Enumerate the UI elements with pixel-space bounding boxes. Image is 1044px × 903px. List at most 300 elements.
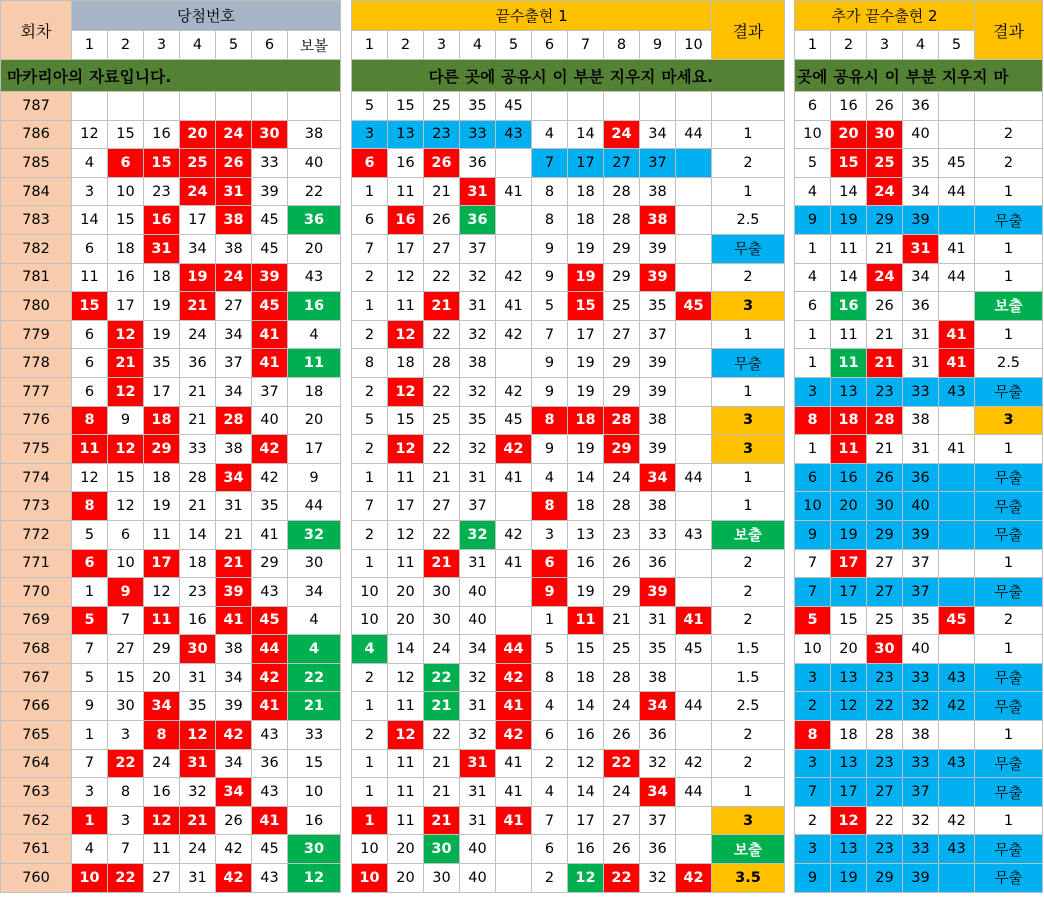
round-cell[interactable]: 773 — [1, 492, 72, 521]
winning-number-cell[interactable]: 37 — [252, 377, 288, 406]
winning-number-cell[interactable]: 34 — [144, 692, 180, 721]
result-cell[interactable]: 2.5 — [712, 206, 785, 235]
ending-1-cell[interactable]: 38 — [640, 663, 676, 692]
round-cell[interactable]: 764 — [1, 749, 72, 778]
result-cell[interactable]: 2 — [712, 263, 785, 292]
bonus-ball-cell[interactable]: 32 — [288, 520, 341, 549]
ending-2-cell[interactable]: 19 — [831, 206, 867, 235]
result-2-cell[interactable]: 3 — [975, 406, 1043, 435]
ending-2-cell[interactable]: 37 — [903, 549, 939, 578]
ending-1-cell[interactable]: 11 — [388, 806, 424, 835]
ending-1-cell[interactable]: 28 — [424, 349, 460, 378]
ending-1-cell[interactable] — [496, 149, 532, 178]
result-cell[interactable]: 1.5 — [712, 663, 785, 692]
ending-1-cell[interactable]: 12 — [388, 520, 424, 549]
ending-1-cell[interactable]: 37 — [460, 234, 496, 263]
winning-number-cell[interactable]: 19 — [144, 492, 180, 521]
ending-1-cell[interactable]: 21 — [424, 806, 460, 835]
result-2-cell[interactable]: 1 — [975, 263, 1043, 292]
ending-1-cell[interactable]: 6 — [532, 835, 568, 864]
ending-1-cell[interactable]: 25 — [424, 406, 460, 435]
bonus-ball-cell[interactable]: 17 — [288, 435, 341, 464]
ending-1-cell[interactable]: 19 — [568, 263, 604, 292]
ending-1-cell[interactable]: 35 — [460, 92, 496, 121]
ending-1-cell[interactable]: 21 — [424, 177, 460, 206]
winning-number-cell[interactable]: 27 — [108, 635, 144, 664]
ending-1-cell[interactable]: 30 — [424, 835, 460, 864]
ending-2-cell[interactable]: 20 — [831, 635, 867, 664]
result-cell[interactable]: 2 — [712, 721, 785, 750]
ending-1-cell[interactable]: 2 — [352, 320, 388, 349]
ending-1-cell[interactable]: 44 — [676, 463, 712, 492]
ending-1-cell[interactable]: 38 — [640, 177, 676, 206]
ending-1-cell[interactable]: 8 — [352, 349, 388, 378]
ending-1-cell[interactable]: 27 — [424, 234, 460, 263]
ending-1-cell[interactable] — [676, 549, 712, 578]
ending-1-cell[interactable]: 24 — [604, 120, 640, 149]
ending-1-cell[interactable]: 23 — [424, 120, 460, 149]
ending-1-cell[interactable]: 41 — [496, 292, 532, 321]
winning-number-cell[interactable]: 45 — [252, 606, 288, 635]
ending-1-cell[interactable]: 27 — [604, 806, 640, 835]
ending-1-cell[interactable]: 25 — [604, 635, 640, 664]
bonus-ball-cell[interactable]: 20 — [288, 406, 341, 435]
winning-number-cell[interactable] — [144, 92, 180, 121]
bonus-ball-cell[interactable]: 38 — [288, 120, 341, 149]
result-cell[interactable]: 1 — [712, 320, 785, 349]
ending-2-cell[interactable] — [939, 292, 975, 321]
ending-1-cell[interactable] — [676, 263, 712, 292]
winning-number-cell[interactable]: 8 — [72, 406, 108, 435]
winning-number-cell[interactable]: 14 — [180, 520, 216, 549]
ending-1-cell[interactable]: 31 — [460, 749, 496, 778]
winning-number-cell[interactable]: 21 — [180, 406, 216, 435]
ending-2-cell[interactable] — [939, 92, 975, 121]
winning-number-cell[interactable]: 16 — [180, 606, 216, 635]
winning-number-cell[interactable]: 9 — [72, 692, 108, 721]
round-cell[interactable]: 762 — [1, 806, 72, 835]
ending-1-cell[interactable]: 16 — [388, 149, 424, 178]
ending-1-cell[interactable] — [676, 177, 712, 206]
ending-1-cell[interactable]: 13 — [388, 120, 424, 149]
result-cell[interactable]: 1 — [712, 492, 785, 521]
winning-number-cell[interactable]: 4 — [72, 835, 108, 864]
winning-number-cell[interactable]: 42 — [252, 663, 288, 692]
round-cell[interactable]: 774 — [1, 463, 72, 492]
winning-number-cell[interactable]: 36 — [180, 349, 216, 378]
ending-1-cell[interactable]: 42 — [496, 721, 532, 750]
winning-number-cell[interactable]: 3 — [72, 177, 108, 206]
ending-2-cell[interactable] — [939, 463, 975, 492]
ending-1-cell[interactable]: 18 — [568, 406, 604, 435]
winning-number-cell[interactable]: 7 — [72, 749, 108, 778]
ending-1-cell[interactable]: 32 — [640, 864, 676, 893]
ending-2-cell[interactable]: 3 — [795, 377, 831, 406]
ending-1-cell[interactable]: 38 — [460, 349, 496, 378]
winning-number-cell[interactable]: 1 — [72, 578, 108, 607]
ending-1-cell[interactable]: 32 — [460, 263, 496, 292]
ending-1-cell[interactable]: 14 — [568, 778, 604, 807]
ending-1-cell[interactable]: 12 — [388, 663, 424, 692]
ending-1-cell[interactable]: 32 — [460, 377, 496, 406]
winning-number-cell[interactable]: 41 — [252, 692, 288, 721]
bonus-ball-cell[interactable]: 11 — [288, 349, 341, 378]
winning-number-cell[interactable]: 11 — [144, 606, 180, 635]
ending-1-cell[interactable]: 33 — [460, 120, 496, 149]
winning-number-cell[interactable]: 17 — [180, 206, 216, 235]
round-cell[interactable]: 783 — [1, 206, 72, 235]
ending-2-cell[interactable]: 39 — [903, 520, 939, 549]
winning-number-cell[interactable]: 8 — [144, 721, 180, 750]
ending-1-cell[interactable]: 26 — [424, 149, 460, 178]
ending-1-cell[interactable]: 1 — [352, 806, 388, 835]
result-cell[interactable]: 무출 — [712, 234, 785, 263]
winning-number-cell[interactable]: 16 — [108, 263, 144, 292]
ending-2-cell[interactable]: 36 — [903, 92, 939, 121]
ending-1-cell[interactable]: 34 — [640, 463, 676, 492]
ending-1-cell[interactable] — [676, 663, 712, 692]
winning-number-cell[interactable]: 5 — [72, 606, 108, 635]
winning-number-cell[interactable]: 42 — [216, 721, 252, 750]
bonus-ball-cell[interactable]: 22 — [288, 177, 341, 206]
winning-number-cell[interactable]: 22 — [108, 864, 144, 893]
ending-1-cell[interactable]: 9 — [532, 435, 568, 464]
ending-1-cell[interactable]: 43 — [496, 120, 532, 149]
ending-2-cell[interactable] — [939, 778, 975, 807]
ending-2-cell[interactable]: 17 — [831, 778, 867, 807]
winning-number-cell[interactable]: 22 — [108, 749, 144, 778]
ending-2-cell[interactable]: 33 — [903, 835, 939, 864]
ending-1-cell[interactable]: 1 — [352, 463, 388, 492]
winning-number-cell[interactable]: 18 — [180, 549, 216, 578]
winning-number-cell[interactable]: 12 — [180, 721, 216, 750]
ending-1-cell[interactable]: 39 — [640, 578, 676, 607]
ending-2-cell[interactable]: 8 — [795, 406, 831, 435]
ending-1-cell[interactable]: 41 — [496, 463, 532, 492]
ending-1-cell[interactable]: 29 — [604, 377, 640, 406]
ending-2-cell[interactable]: 33 — [903, 377, 939, 406]
ending-2-cell[interactable]: 9 — [795, 520, 831, 549]
winning-number-cell[interactable]: 35 — [144, 349, 180, 378]
ending-1-cell[interactable]: 31 — [460, 463, 496, 492]
winning-number-cell[interactable]: 16 — [144, 778, 180, 807]
ending-2-cell[interactable]: 13 — [831, 377, 867, 406]
result-2-cell[interactable] — [975, 92, 1043, 121]
ending-1-cell[interactable]: 45 — [496, 92, 532, 121]
ending-1-cell[interactable]: 2 — [352, 520, 388, 549]
round-cell[interactable]: 766 — [1, 692, 72, 721]
ending-1-cell[interactable]: 15 — [568, 635, 604, 664]
result-2-cell[interactable]: 1 — [975, 635, 1043, 664]
ending-1-cell[interactable]: 20 — [388, 606, 424, 635]
winning-number-cell[interactable]: 31 — [180, 749, 216, 778]
ending-1-cell[interactable]: 24 — [604, 463, 640, 492]
winning-number-cell[interactable]: 6 — [72, 377, 108, 406]
ending-1-cell[interactable]: 10 — [352, 578, 388, 607]
ending-1-cell[interactable]: 37 — [640, 149, 676, 178]
winning-number-cell[interactable]: 6 — [72, 234, 108, 263]
ending-1-cell[interactable]: 39 — [640, 349, 676, 378]
ending-1-cell[interactable]: 22 — [424, 377, 460, 406]
ending-1-cell[interactable]: 17 — [388, 234, 424, 263]
ending-1-cell[interactable]: 26 — [604, 721, 640, 750]
ending-1-cell[interactable]: 34 — [460, 635, 496, 664]
ending-2-cell[interactable]: 20 — [831, 492, 867, 521]
result-2-cell[interactable]: 1 — [975, 549, 1043, 578]
ending-2-cell[interactable]: 24 — [867, 177, 903, 206]
ending-2-cell[interactable]: 22 — [867, 692, 903, 721]
winning-number-cell[interactable]: 24 — [216, 263, 252, 292]
ending-2-cell[interactable]: 15 — [831, 606, 867, 635]
ending-1-cell[interactable]: 5 — [352, 92, 388, 121]
round-cell[interactable]: 779 — [1, 320, 72, 349]
ending-2-cell[interactable]: 26 — [867, 463, 903, 492]
ending-1-cell[interactable]: 38 — [640, 492, 676, 521]
winning-number-cell[interactable]: 38 — [216, 435, 252, 464]
ending-1-cell[interactable]: 12 — [388, 263, 424, 292]
ending-1-cell[interactable]: 11 — [568, 606, 604, 635]
ending-1-cell[interactable]: 21 — [424, 463, 460, 492]
ending-2-cell[interactable]: 21 — [867, 320, 903, 349]
ending-1-cell[interactable]: 36 — [460, 206, 496, 235]
ending-2-cell[interactable]: 38 — [903, 721, 939, 750]
ending-1-cell[interactable]: 28 — [604, 406, 640, 435]
round-cell[interactable]: 763 — [1, 778, 72, 807]
ending-1-cell[interactable] — [604, 92, 640, 121]
ending-2-cell[interactable]: 29 — [867, 206, 903, 235]
ending-1-cell[interactable]: 24 — [604, 778, 640, 807]
ending-1-cell[interactable]: 31 — [460, 292, 496, 321]
ending-2-cell[interactable]: 43 — [939, 663, 975, 692]
winning-number-cell[interactable]: 11 — [72, 263, 108, 292]
ending-2-cell[interactable]: 36 — [903, 463, 939, 492]
ending-2-cell[interactable]: 2 — [795, 806, 831, 835]
ending-2-cell[interactable]: 42 — [939, 692, 975, 721]
ending-1-cell[interactable]: 18 — [568, 177, 604, 206]
winning-number-cell[interactable]: 10 — [108, 549, 144, 578]
result-cell[interactable]: 1 — [712, 778, 785, 807]
ending-2-cell[interactable]: 16 — [831, 92, 867, 121]
winning-number-cell[interactable]: 35 — [252, 492, 288, 521]
ending-2-cell[interactable]: 8 — [795, 721, 831, 750]
result-cell[interactable]: 3 — [712, 292, 785, 321]
ending-1-cell[interactable]: 11 — [388, 463, 424, 492]
result-cell[interactable]: 3.5 — [712, 864, 785, 893]
ending-1-cell[interactable]: 1 — [352, 292, 388, 321]
ending-1-cell[interactable]: 37 — [640, 320, 676, 349]
result-cell[interactable]: 2 — [712, 749, 785, 778]
result-2-cell[interactable]: 2.5 — [975, 349, 1043, 378]
result-2-cell[interactable]: 무출 — [975, 778, 1043, 807]
ending-1-cell[interactable] — [496, 234, 532, 263]
ending-1-cell[interactable]: 20 — [388, 835, 424, 864]
ending-1-cell[interactable]: 27 — [424, 492, 460, 521]
ending-1-cell[interactable]: 9 — [532, 263, 568, 292]
ending-2-cell[interactable]: 33 — [903, 663, 939, 692]
winning-number-cell[interactable]: 18 — [144, 263, 180, 292]
winning-number-cell[interactable]: 16 — [144, 120, 180, 149]
result-cell[interactable]: 1.5 — [712, 635, 785, 664]
winning-number-cell[interactable]: 29 — [252, 549, 288, 578]
ending-1-cell[interactable]: 19 — [568, 377, 604, 406]
ending-1-cell[interactable]: 18 — [388, 349, 424, 378]
winning-number-cell[interactable]: 23 — [144, 177, 180, 206]
ending-1-cell[interactable]: 14 — [568, 463, 604, 492]
ending-1-cell[interactable]: 17 — [568, 320, 604, 349]
ending-2-cell[interactable]: 6 — [795, 92, 831, 121]
ending-1-cell[interactable]: 4 — [532, 463, 568, 492]
round-cell[interactable]: 784 — [1, 177, 72, 206]
ending-1-cell[interactable]: 16 — [568, 721, 604, 750]
winning-number-cell[interactable]: 5 — [72, 663, 108, 692]
winning-number-cell[interactable]: 12 — [108, 320, 144, 349]
winning-number-cell[interactable]: 1 — [72, 721, 108, 750]
ending-2-cell[interactable]: 23 — [867, 377, 903, 406]
winning-number-cell[interactable]: 21 — [216, 520, 252, 549]
ending-2-cell[interactable]: 26 — [867, 92, 903, 121]
ending-2-cell[interactable]: 43 — [939, 835, 975, 864]
winning-number-cell[interactable]: 21 — [180, 292, 216, 321]
ending-2-cell[interactable]: 15 — [831, 149, 867, 178]
ending-1-cell[interactable]: 36 — [640, 721, 676, 750]
ending-2-cell[interactable]: 43 — [939, 749, 975, 778]
result-2-cell[interactable]: 무출 — [975, 463, 1043, 492]
ending-2-cell[interactable]: 41 — [939, 320, 975, 349]
ending-2-cell[interactable]: 31 — [903, 349, 939, 378]
ending-1-cell[interactable]: 38 — [640, 406, 676, 435]
ending-1-cell[interactable]: 44 — [676, 778, 712, 807]
ending-2-cell[interactable]: 21 — [867, 234, 903, 263]
bonus-ball-cell[interactable]: 22 — [288, 663, 341, 692]
winning-number-cell[interactable]: 7 — [108, 835, 144, 864]
ending-2-cell[interactable] — [939, 635, 975, 664]
result-2-cell[interactable]: 무출 — [975, 206, 1043, 235]
ending-1-cell[interactable] — [496, 349, 532, 378]
result-cell[interactable]: 1 — [712, 120, 785, 149]
winning-number-cell[interactable]: 45 — [252, 292, 288, 321]
ending-1-cell[interactable]: 1 — [352, 177, 388, 206]
winning-number-cell[interactable]: 27 — [144, 864, 180, 893]
winning-number-cell[interactable] — [108, 92, 144, 121]
ending-2-cell[interactable]: 35 — [903, 606, 939, 635]
ending-1-cell[interactable]: 26 — [604, 549, 640, 578]
winning-number-cell[interactable]: 30 — [108, 692, 144, 721]
ending-1-cell[interactable]: 41 — [496, 806, 532, 835]
round-cell[interactable]: 760 — [1, 864, 72, 893]
winning-number-cell[interactable]: 6 — [72, 549, 108, 578]
ending-2-cell[interactable]: 10 — [795, 635, 831, 664]
ending-2-cell[interactable]: 31 — [903, 234, 939, 263]
ending-2-cell[interactable]: 29 — [867, 864, 903, 893]
ending-1-cell[interactable]: 2 — [352, 663, 388, 692]
winning-number-cell[interactable] — [216, 92, 252, 121]
ending-2-cell[interactable] — [939, 578, 975, 607]
winning-number-cell[interactable]: 15 — [144, 149, 180, 178]
bonus-ball-cell[interactable]: 34 — [288, 578, 341, 607]
ending-1-cell[interactable]: 28 — [604, 492, 640, 521]
winning-number-cell[interactable]: 41 — [252, 349, 288, 378]
ending-1-cell[interactable]: 3 — [532, 520, 568, 549]
ending-1-cell[interactable]: 4 — [532, 778, 568, 807]
ending-1-cell[interactable]: 35 — [640, 292, 676, 321]
winning-number-cell[interactable]: 7 — [72, 635, 108, 664]
ending-2-cell[interactable]: 16 — [831, 292, 867, 321]
winning-number-cell[interactable]: 31 — [180, 864, 216, 893]
ending-1-cell[interactable]: 28 — [604, 206, 640, 235]
bonus-ball-cell[interactable]: 36 — [288, 206, 341, 235]
result-cell[interactable]: 1 — [712, 463, 785, 492]
result-2-cell[interactable]: 2 — [975, 149, 1043, 178]
ending-1-cell[interactable]: 12 — [388, 435, 424, 464]
ending-1-cell[interactable]: 7 — [532, 149, 568, 178]
bonus-ball-cell[interactable]: 21 — [288, 692, 341, 721]
bonus-ball-cell[interactable]: 15 — [288, 749, 341, 778]
winning-number-cell[interactable]: 41 — [216, 606, 252, 635]
ending-1-cell[interactable]: 18 — [568, 492, 604, 521]
ending-1-cell[interactable]: 3 — [352, 120, 388, 149]
ending-1-cell[interactable]: 42 — [676, 749, 712, 778]
winning-number-cell[interactable]: 20 — [180, 120, 216, 149]
ending-1-cell[interactable]: 31 — [640, 606, 676, 635]
ending-1-cell[interactable]: 37 — [640, 806, 676, 835]
winning-number-cell[interactable]: 32 — [180, 778, 216, 807]
winning-number-cell[interactable]: 7 — [108, 606, 144, 635]
ending-1-cell[interactable]: 44 — [496, 635, 532, 664]
winning-number-cell[interactable]: 17 — [144, 549, 180, 578]
winning-number-cell[interactable]: 17 — [144, 377, 180, 406]
winning-number-cell[interactable]: 39 — [252, 177, 288, 206]
winning-number-cell[interactable]: 33 — [180, 435, 216, 464]
ending-1-cell[interactable] — [676, 320, 712, 349]
ending-1-cell[interactable]: 22 — [424, 721, 460, 750]
winning-number-cell[interactable]: 34 — [216, 749, 252, 778]
ending-1-cell[interactable]: 12 — [568, 749, 604, 778]
ending-1-cell[interactable]: 7 — [532, 320, 568, 349]
winning-number-cell[interactable]: 31 — [144, 234, 180, 263]
ending-2-cell[interactable]: 39 — [903, 206, 939, 235]
winning-number-cell[interactable]: 12 — [144, 578, 180, 607]
ending-2-cell[interactable]: 3 — [795, 663, 831, 692]
ending-1-cell[interactable]: 29 — [604, 234, 640, 263]
ending-1-cell[interactable]: 30 — [424, 578, 460, 607]
winning-number-cell[interactable]: 6 — [72, 320, 108, 349]
ending-2-cell[interactable]: 5 — [795, 606, 831, 635]
winning-number-cell[interactable]: 12 — [144, 806, 180, 835]
ending-2-cell[interactable]: 3 — [795, 835, 831, 864]
ending-1-cell[interactable]: 5 — [532, 635, 568, 664]
ending-1-cell[interactable]: 14 — [568, 692, 604, 721]
ending-1-cell[interactable]: 22 — [604, 749, 640, 778]
winning-number-cell[interactable]: 21 — [180, 806, 216, 835]
ending-1-cell[interactable]: 5 — [532, 292, 568, 321]
ending-1-cell[interactable]: 17 — [388, 492, 424, 521]
ending-2-cell[interactable]: 40 — [903, 120, 939, 149]
result-2-cell[interactable]: 무출 — [975, 520, 1043, 549]
ending-1-cell[interactable] — [676, 377, 712, 406]
winning-number-cell[interactable]: 11 — [144, 835, 180, 864]
winning-number-cell[interactable]: 21 — [180, 492, 216, 521]
ending-1-cell[interactable] — [676, 578, 712, 607]
bonus-ball-cell[interactable]: 43 — [288, 263, 341, 292]
ending-2-cell[interactable]: 29 — [867, 520, 903, 549]
ending-1-cell[interactable]: 34 — [640, 120, 676, 149]
ending-1-cell[interactable]: 2 — [352, 435, 388, 464]
ending-1-cell[interactable]: 11 — [388, 177, 424, 206]
ending-1-cell[interactable] — [676, 435, 712, 464]
ending-1-cell[interactable]: 28 — [604, 177, 640, 206]
ending-2-cell[interactable]: 1 — [795, 349, 831, 378]
ending-1-cell[interactable]: 2 — [532, 749, 568, 778]
